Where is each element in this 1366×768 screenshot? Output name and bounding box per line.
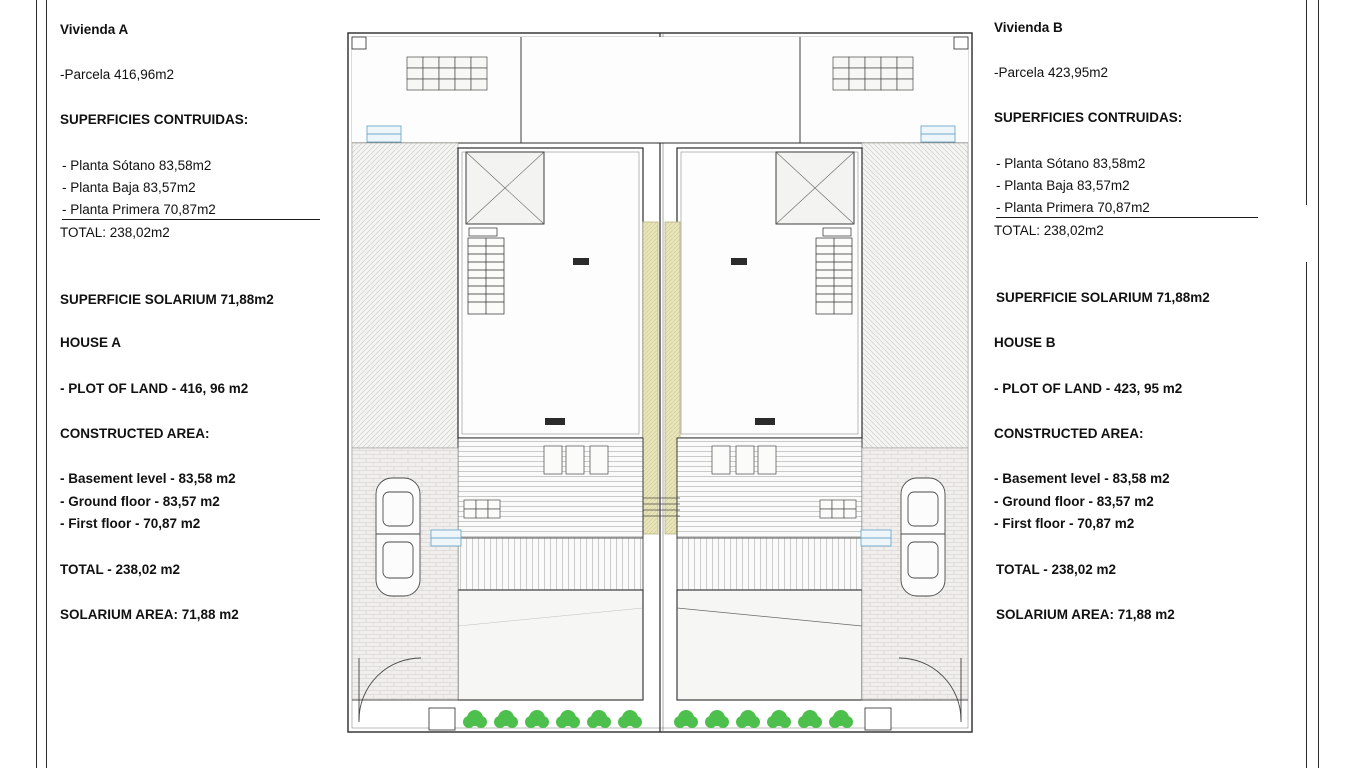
right-border-rule-top: [1306, 0, 1307, 205]
house-a-built-header: SUPERFICIES CONTRUIDAS:: [60, 112, 249, 127]
house-a-built-total: TOTAL: 238,02m2: [60, 225, 170, 240]
house-b-en-total: TOTAL - 238,02 m2: [996, 562, 1117, 577]
house-a-en-total: TOTAL - 238,02 m2: [60, 562, 181, 577]
house-b-title: Vivienda B: [994, 20, 1063, 35]
house-a-built-underline: [62, 219, 320, 220]
house-a-en-plot: - PLOT OF LAND - 416, 96 m2: [60, 381, 249, 396]
left-border-rule-2: [46, 0, 47, 768]
house-b-en-built-header: CONSTRUCTED AREA:: [994, 426, 1144, 441]
house-a-built-item-2: - Planta Primera 70,87m2: [62, 202, 216, 217]
house-b-en-solarium: SOLARIUM AREA: 71,88 m2: [996, 607, 1175, 622]
house-b-en-item-2: - First floor - 70,87 m2: [994, 516, 1135, 531]
left-border-rule-1: [36, 0, 37, 768]
right-border-rule-bottom: [1306, 262, 1307, 768]
house-a-en-built-header: CONSTRUCTED AREA:: [60, 426, 210, 441]
house-b-built-header: SUPERFICIES CONTRUIDAS:: [994, 110, 1183, 125]
right-border-rule-outer: [1318, 0, 1319, 768]
house-a-built-item-1: - Planta Baja 83,57m2: [62, 180, 196, 195]
house-b-en-item-0: - Basement level - 83,58 m2: [994, 471, 1170, 486]
house-a-en-item-1: - Ground floor - 83,57 m2: [60, 494, 220, 509]
house-b-plot: -Parcela 423,95m2: [994, 65, 1109, 80]
house-a-en-title: HOUSE A: [60, 335, 122, 350]
house-b-built-total: TOTAL: 238,02m2: [994, 223, 1104, 238]
house-a-built-item-0: - Planta Sótano 83,58m2: [62, 158, 212, 173]
house-a-plot: -Parcela 416,96m2: [60, 67, 175, 82]
house-a-en-item-2: - First floor - 70,87 m2: [60, 516, 201, 531]
house-a-title: Vivienda A: [60, 22, 129, 37]
house-b-built-item-0: - Planta Sótano 83,58m2: [996, 156, 1146, 171]
house-b-solarium: SUPERFICIE SOLARIUM 71,88m2: [996, 290, 1210, 305]
house-b-built-item-2: - Planta Primera 70,87m2: [996, 200, 1150, 215]
house-b-en-plot: - PLOT OF LAND - 423, 95 m2: [994, 381, 1183, 396]
house-b-en-title: HOUSE B: [994, 335, 1056, 350]
house-a-en-solarium: SOLARIUM AREA: 71,88 m2: [60, 607, 239, 622]
house-b-built-underline: [996, 217, 1258, 218]
house-a-en-item-0: - Basement level - 83,58 m2: [60, 471, 236, 486]
floor-plan-drawing: [345, 30, 975, 735]
house-b-built-item-1: - Planta Baja 83,57m2: [996, 178, 1130, 193]
house-a-solarium: SUPERFICIE SOLARIUM 71,88m2: [60, 292, 274, 307]
house-b-en-item-1: - Ground floor - 83,57 m2: [994, 494, 1154, 509]
